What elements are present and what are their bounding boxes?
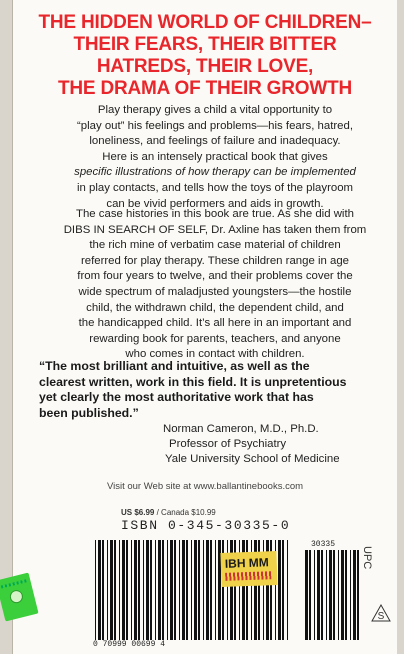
barcode-bar xyxy=(110,540,113,640)
quote-line: yet clearly the most authoritative work that has xyxy=(39,390,314,405)
tag-dot xyxy=(9,589,25,605)
headline-line: HATREDS, THEIR LOVE, xyxy=(96,56,314,77)
text-line: child, the withdrawn child, the dependent child, and xyxy=(86,301,344,314)
barcode-bar xyxy=(174,540,176,640)
quote-line: “The most brilliant and intuitive, as well as the xyxy=(39,359,310,373)
text-line: Here is an intensely practical book that gives xyxy=(102,150,328,163)
text-line: the handicapped child. It’s all here in an important and xyxy=(78,317,352,330)
text-line: referred for play therapy. These children range in age xyxy=(80,254,350,267)
text-line: the rich mine of verbatim case material of children xyxy=(89,239,341,252)
attribution-title: Professor of Psychiatry xyxy=(169,438,287,450)
text-line: rewarding book for parents, teachers, and anyone xyxy=(89,332,341,345)
barcode-bar xyxy=(158,540,161,640)
barcode-bar xyxy=(321,550,323,640)
barcode-bar xyxy=(143,540,144,640)
barcode-bar xyxy=(350,550,351,640)
s-mark-icon xyxy=(371,604,391,622)
barcode-bar xyxy=(215,540,216,640)
quote-attribution xyxy=(163,422,403,467)
barcode-bar xyxy=(167,540,168,640)
text-line: Play therapy gives a child a vital opportunity to xyxy=(97,104,333,116)
isbn-number: ISBN 0-345-30335-0 xyxy=(121,518,291,533)
barcode-bar xyxy=(194,540,197,640)
barcode-bar xyxy=(353,550,356,640)
barcode-bar xyxy=(278,540,281,640)
barcode-bar xyxy=(186,540,188,640)
text-line: “play out” his feelings and problems—his fears, hatred, xyxy=(76,119,354,132)
barcode-bar xyxy=(329,550,332,640)
barcode-bar xyxy=(98,540,101,640)
review-quote xyxy=(39,359,395,421)
supplemental-bars xyxy=(303,550,361,640)
barcode-bar xyxy=(182,540,185,640)
barcode-bar xyxy=(341,550,344,640)
barcode-bar xyxy=(114,540,116,640)
barcode-bar xyxy=(134,540,137,640)
description-paragraph-2 xyxy=(35,207,395,363)
headline-line: THEIR FEARS, THEIR BITTER xyxy=(73,34,337,55)
barcode-digits: 0 70999 00699 4 xyxy=(93,640,166,649)
barcode-bar xyxy=(314,550,315,640)
barcode-bar xyxy=(317,550,320,640)
barcode-bar xyxy=(162,540,164,640)
barcode-bar xyxy=(150,540,152,640)
barcode-bar xyxy=(122,540,125,640)
emphasis-text: specific illustrations of how therapy can be implemented xyxy=(74,166,356,179)
price-line xyxy=(121,508,216,517)
text-line: DIBS IN SEARCH OF SELF, Dr. Axline has taken them from xyxy=(63,223,367,236)
barcode-bar xyxy=(102,540,104,640)
text-line: from four years to twelve, and their problems cover the xyxy=(77,270,353,283)
price-sticker xyxy=(220,551,277,587)
quote-line: been published.” xyxy=(39,405,139,420)
barcode-bar xyxy=(170,540,173,640)
barcode-bar xyxy=(138,540,140,640)
barcode-bar xyxy=(131,540,132,640)
barcode-bar xyxy=(309,550,311,640)
quote-line: clearest written, work in this field. It is unpretentious xyxy=(39,374,347,389)
supplemental-barcode xyxy=(303,550,361,640)
text-line: wide spectrum of maladjusted youngsters—the hostile xyxy=(78,285,352,298)
headline-line: THE DRAMA OF THEIR GROWTH xyxy=(57,78,353,99)
price-us: US $6.99 xyxy=(121,508,155,517)
text-line xyxy=(35,165,395,181)
barcode-bar xyxy=(155,540,156,640)
barcode-bar xyxy=(198,540,200,640)
text-line: in play contacts, and tells how the toys of the playroom xyxy=(76,181,354,194)
text-line: can be vivid performers and aids in growth. xyxy=(106,197,324,210)
barcode-bar xyxy=(95,540,96,640)
barcode-bar xyxy=(345,550,347,640)
headline-line: THE HIDDEN WORLD OF CHILDREN– xyxy=(38,12,372,33)
barcode-bar xyxy=(107,540,108,640)
text-line: The case histories in this book are true. As she did with xyxy=(76,208,354,220)
supplemental-number: 30335 xyxy=(311,540,336,549)
barcode-bar xyxy=(126,540,128,640)
barcode-bar xyxy=(338,550,339,640)
barcode-bar xyxy=(357,550,359,640)
barcode-bar xyxy=(333,550,335,640)
back-cover xyxy=(12,0,397,654)
barcode-bar xyxy=(206,540,209,640)
barcode-bar xyxy=(326,550,327,640)
sticker-code-icon xyxy=(225,571,271,581)
upc-label: UPC xyxy=(361,546,373,570)
price-canada: / Canada $10.99 xyxy=(156,508,216,517)
barcode-bar xyxy=(282,540,284,640)
barcode-bar xyxy=(179,540,180,640)
barcode-bar xyxy=(203,540,204,640)
barcode-bar xyxy=(305,550,308,640)
barcode-bar xyxy=(146,540,149,640)
website-line: Visit our Web site at www.ballantinebooks.com xyxy=(106,481,304,492)
barcode-bar xyxy=(191,540,192,640)
attribution-school: Yale University School of Medicine xyxy=(165,453,340,465)
tag-stripe xyxy=(1,579,27,588)
description-paragraph-1 xyxy=(35,103,395,212)
barcode-bar xyxy=(119,540,120,640)
text-line: loneliness, and feelings of failure and inadequacy. xyxy=(89,135,341,148)
text-line: who comes in contact with children. xyxy=(125,348,305,361)
sticker-text: IBH MM xyxy=(224,555,270,571)
s-mark-letter: S xyxy=(377,611,385,622)
attribution-name: Norman Cameron, M.D., Ph.D. xyxy=(163,423,319,435)
headline xyxy=(13,12,397,100)
barcode-bar xyxy=(287,540,288,640)
barcode-bar xyxy=(210,540,212,640)
